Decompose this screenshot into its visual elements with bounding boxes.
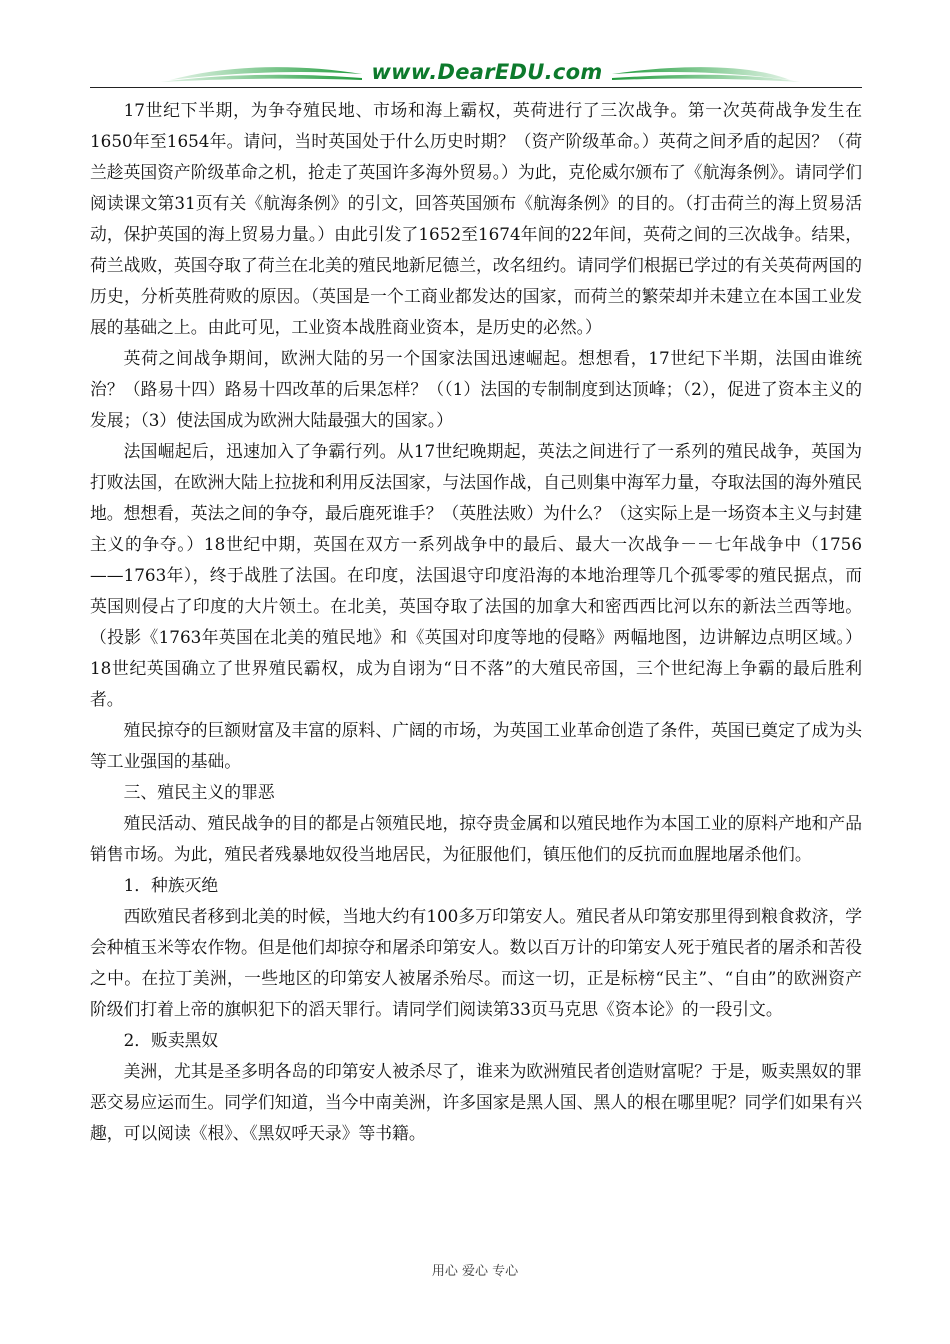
paragraph-france-rise: 英荷之间战争期间，欧洲大陆的另一个国家法国迅速崛起。想想看，17世纪下半期，法国由谁统治？（路易十四）路易十四改革的后果怎样？（（1）法国的专制制度到达顶峰；（2），促进了资本主义的发展；（3）使法国成为欧洲大陆最强大的国家。）	[90, 348, 862, 430]
paragraph-anglo-french-wars: 法国崛起后，迅速加入了争霸行列。从17世纪晚期起，英法之间进行了一系列的殖民战争，英国为打败法国，在欧洲大陆上拉拢和利用反法国家，与法国作战，自己则集中海军力量，夺取法国的海外殖民地。想想看，英法之间的争夺，最后鹿死谁手？（英胜法败）为什么？（这实际上是一场资本主义与封建主义的争夺。）18世纪中期，英国在双方一系列战争中的最后、最大一次战争－－七年战争中（1756——1763年），终于战胜了法国。在印度，法国退守印度沿海的本地治理等几个孤零零的殖民据点，而英国则侵占了印度的大片领土。在北美，英国夺取了法国的加拿大和密西西比河以东的新法兰西等地。（投影《1763年英国在北美的殖民地》和《英国对印度等地的侵略》两幅地图，边讲解边点明区域。）18世纪英国确立了世界殖民霸权，成为自诩为“日不落”的大殖民帝国，三个世纪海上争霸的最后胜利者。	[90, 441, 862, 709]
paragraph-genocide: 西欧殖民者移到北美的时候，当地大约有100多万印第安人。殖民者从印第安那里得到粮食救济，学会种植玉米等农作物。但是他们却掠夺和屠杀印第安人。数以百万计的印第安人死于殖民者的屠杀和苦役之中。在拉丁美洲，一些地区的印第安人被屠杀殆尽。而这一切，正是标榜“民主”、“自由”的欧洲资产阶级们打着上帝的旗帜犯下的滔天罪行。请同学们阅读第33页马克思《资本论》的一段引文。	[90, 906, 862, 1019]
page-footer: 用心 爱心 专心	[431, 1264, 519, 1279]
subheading-slave-trade: 2．贩卖黑奴	[123, 1030, 219, 1050]
paragraph-colonial-purpose: 殖民活动、殖民战争的目的都是占领殖民地，掠夺贵金属和以殖民地作为本国工业的原料产地和产品销售市场。为此，殖民者残暴地奴役当地居民，为征服他们，镇压他们的反抗而血腥地屠杀他们。	[90, 813, 862, 864]
paragraph-anglo-dutch-wars: 17世纪下半期，为争夺殖民地、市场和海上霸权，英荷进行了三次战争。第一次英荷战争发生在1650年至1654年。请问，当时英国处于什么历史时期？（资产阶级革命。）英荷之间矛盾的起因？（荷兰趁英国资产阶级革命之机，抢走了英国许多海外贸易。）为此，克伦威尔颁布了《航海条例》。请同学们阅读课文第31页有关《航海条例》的引文，回答英国颁布《航海条例》的目的。（打击荷兰的海上贸易活动，保护英国的海上贸易力量。）由此引发了1652至1674年间的22年间，英荷之间的三次战争。结果，荷兰战败，英国夺取了荷兰在北美的殖民地新尼德兰，改名纽约。请同学们根据已学过的有关英荷两国的历史，分析英胜荷败的原因。（英国是一个工商业都发达的国家，而荷兰的繁荣却并未建立在本国工业发展的基础之上。由此可见，工业资本战胜商业资本，是历史的必然。）	[90, 100, 862, 337]
site-logo-text: www.DearEDU.com	[371, 60, 603, 84]
site-logo	[90, 58, 862, 88]
section-heading-colonial-crimes: 三、殖民主义的罪恶	[123, 782, 275, 802]
page-header	[90, 58, 862, 94]
header-rule	[90, 87, 862, 88]
paragraph-slave-trade: 美洲，尤其是圣多明各岛的印第安人被杀尽了，谁来为欧洲殖民者创造财富呢？于是，贩卖黑奴的罪恶交易应运而生。同学们知道，当今中南美洲，许多国家是黑人国、黑人的根在哪里呢？同学们如果有兴趣，可以阅读《根》、《黑奴呼天录》等书籍。	[90, 1061, 862, 1143]
subheading-genocide: 1．种族灭绝	[123, 875, 219, 895]
paragraph-colonial-wealth: 殖民掠夺的巨额财富及丰富的原料、广阔的市场，为英国工业革命创造了条件，英国已奠定了成为头等工业强国的基础。	[90, 720, 862, 771]
document-body	[90, 95, 862, 1149]
